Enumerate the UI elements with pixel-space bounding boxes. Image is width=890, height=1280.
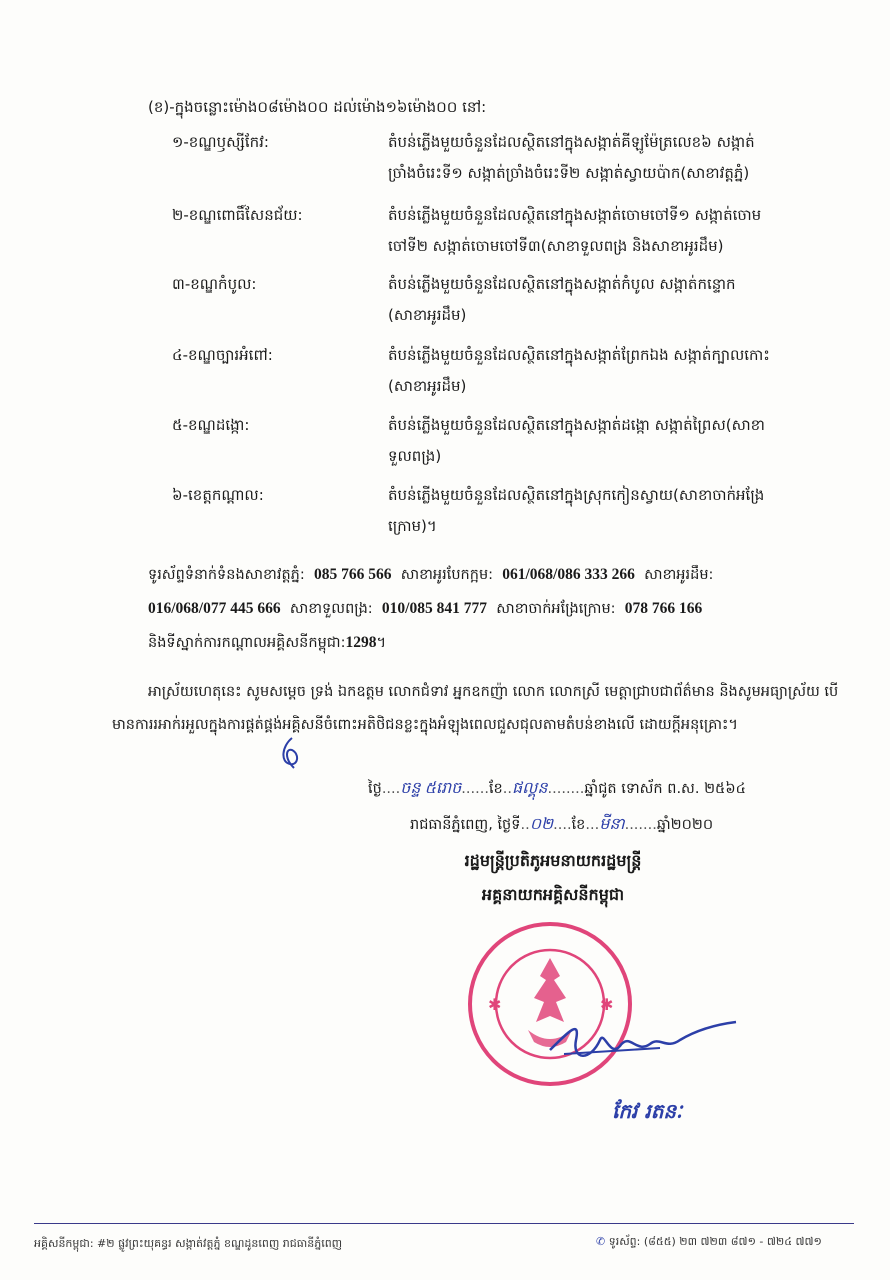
footer-divider <box>34 1223 854 1224</box>
district-name: ៣-ខណ្ឌកំបូល: <box>172 275 257 293</box>
handwritten-mark-icon <box>276 736 304 770</box>
district-name: ៦-ខេត្តកណ្តាល: <box>172 486 264 504</box>
section-heading: (ខ)-ក្នុងចន្លោះម៉ោង០៨ម៉ោង០០ ដល់ម៉ោង១៦ម៉ោង០០ នៅ: <box>148 98 487 116</box>
solar-date: រាជធានីភ្នំពេញ, ថ្ងៃទី..០២....ខែ...មីនា.......ឆ្នាំ២០២០ <box>410 816 714 833</box>
svg-text:✱: ✱ <box>488 995 502 1014</box>
phone-number: 061/068/086 333 266 <box>502 566 635 583</box>
phone-icon: ✆ <box>596 1235 606 1248</box>
area-description <box>388 269 840 331</box>
signature-icon <box>540 1010 740 1070</box>
footer-phone: ✆ ទូរស័ព្ទ: (៨៥៥) ២៣ ៧២៣ ៨៧១ - ៧២៤ ៧៧១ <box>596 1235 822 1248</box>
lunar-date: ថ្ងៃ....ចន្ទ ៥រោច......ខែ..ផល្គុន........ឆ្នាំជូត ទោស័ក ព.ស. ២៥៦៤ <box>368 780 746 797</box>
area-line: ទួលពង្រ) <box>388 447 442 465</box>
contact-line: និងទីស្នាក់ការកណ្តាលអគ្គិសនីកម្ពុជា:1298។ <box>148 634 387 651</box>
area-line: ក្រោម)។ <box>388 517 437 535</box>
area-line: តំបន់ភ្លើងមួយចំនួនដែលស្ថិតនៅក្នុងសង្កាត់ដង្កោ សង្កាត់ព្រៃស(សាខា <box>388 416 765 434</box>
signer-title: អគ្គនាយកអគ្គិសនីកម្ពុជា <box>481 885 625 904</box>
contact-numbers <box>148 558 848 660</box>
phone-number: 085 766 566 <box>313 566 392 583</box>
handwritten-day: ០២ <box>529 816 554 833</box>
area-line: ចៅទី២ សង្កាត់ចោមចៅទី៣(សាខាទួលពង្រ និងសាខាអូរដឹម) <box>388 237 724 255</box>
area-description <box>388 200 840 262</box>
handwritten-month: មីនា <box>599 816 625 833</box>
signer-title: រដ្ឋមន្ត្រីប្រតិភូអមនាយករដ្ឋមន្ត្រី <box>464 851 642 870</box>
phone-number: 078 766 166 <box>624 600 703 617</box>
footer-address: អគ្គិសនីកម្ពុជា: #២ ផ្លូវព្រះយុគន្ធរ សង្កាត់វត្តភ្នំ ខណ្ឌដូនពេញ រាជធានីភ្នំពេញ <box>34 1237 343 1250</box>
area-line: តំបន់ភ្លើងមួយចំនួនដែលស្ថិតនៅក្នុងសង្កាត់ព្រែកឯង សង្កាត់ក្បាលកោះ <box>388 346 770 364</box>
area-description <box>388 480 840 542</box>
area-line: (សាខាអូរដឹម) <box>388 377 467 395</box>
contact-line: ទូរស័ព្ទទំនាក់ទំនងសាខាវត្តភ្នំ: 085 766 566 សាខាអូរបែកក្អម: 061/068/086 333 266 សាខាអូរដឹម: <box>148 566 714 583</box>
district-name: ២-ខណ្ឌពោធិ៍សែនជ័យ: <box>172 206 303 224</box>
area-description <box>388 340 840 402</box>
svg-text:✱: ✱ <box>600 995 614 1014</box>
contact-line: 016/068/077 445 666 សាខាទួលពង្រ: 010/085 841 777 សាខាចាក់អង្រែក្រោម: 078 766 166 <box>148 600 703 617</box>
area-line: តំបន់ភ្លើងមួយចំនួនដែលស្ថិតនៅក្នុងសង្កាត់គីឡូម៉ែត្រលេខ៦ សង្កាត់ <box>388 133 755 151</box>
area-line: ច្រាំងចំរេះទី១ សង្កាត់ច្រាំងចំរេះទី២ សង្កាត់ស្វាយប៉ាក(សាខាវត្តភ្នំ) <box>388 164 750 182</box>
district-name: ១-ខណ្ឌឫស្សីកែវ: <box>172 133 269 151</box>
area-description <box>388 410 840 472</box>
closing-paragraph: អាស្រ័យហេតុនេះ សូមសម្តេច ទ្រង់ ឯកឧត្តម លោកជំទាវ អ្នកឧកញ៉ា លោក លោកស្រី មេត្តាជ្រាបជាព័ត៌មាន និងសូមអធ្យាស្រ័យ បើមានការរអាក់រអួលក្នុងការផ្គត់ផ្គង់អគ្គិសនីចំពោះអតិថិជនខ្លះក្នុងអំឡុងពេលជួសជុលតាមតំបន់ខាងលើ ដោយក្តីអនុគ្រោះ។ <box>112 684 839 733</box>
area-description <box>388 127 840 189</box>
hotline-number: 1298 <box>345 634 377 651</box>
area-line: តំបន់ភ្លើងមួយចំនួនដែលស្ថិតនៅក្នុងសង្កាត់កំបូល សង្កាត់កន្ទោក <box>388 275 736 293</box>
area-line: តំបន់ភ្លើងមួយចំនួនដែលស្ថិតនៅក្នុងសង្កាត់ចោមចៅទី១ សង្កាត់ចោម <box>388 206 762 224</box>
district-name: ៥-ខណ្ឌដង្កោ: <box>172 416 250 434</box>
area-line: តំបន់ភ្លើងមួយចំនួនដែលស្ថិតនៅក្នុងស្រុកកៀនស្វាយ(សាខាចាក់អង្រែ <box>388 486 765 504</box>
handwritten-day: ចន្ទ ៥រោច <box>400 780 462 797</box>
phone-number: 010/085 841 777 <box>381 600 487 617</box>
signer-name: កែវ រតនៈ <box>612 1099 683 1123</box>
handwritten-month: ផល្គុន <box>511 780 548 797</box>
area-line: (សាខាអូរដឹម) <box>388 306 467 324</box>
district-name: ៤-ខណ្ឌច្បារអំពៅ: <box>172 346 273 364</box>
phone-number: 016/068/077 445 666 <box>148 600 281 617</box>
